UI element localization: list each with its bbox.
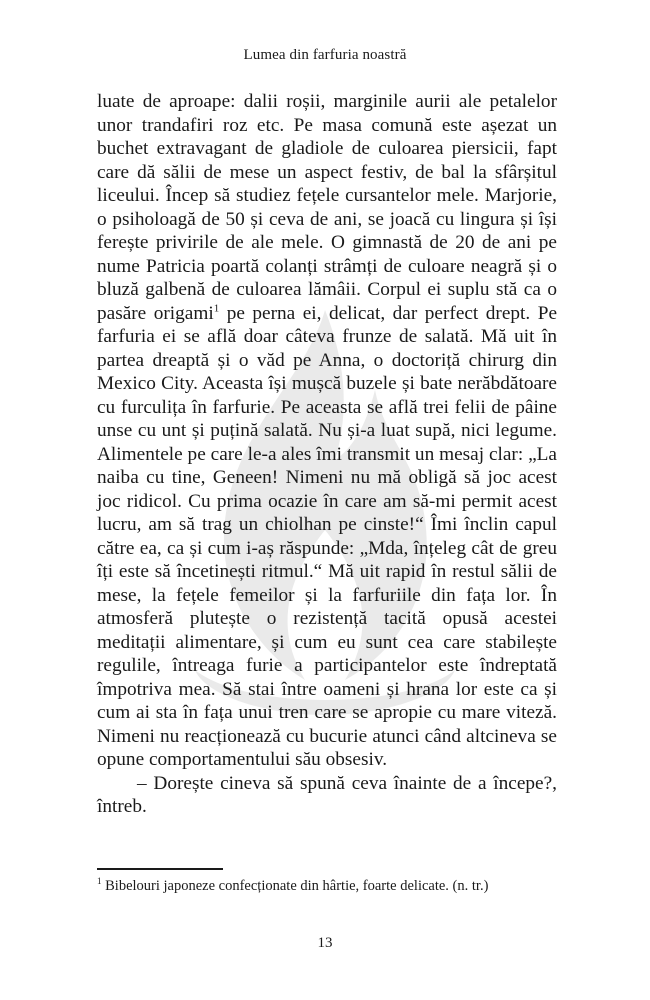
body-text xyxy=(97,90,557,819)
paragraph xyxy=(97,90,557,772)
paragraph-text-continued: pe perna ei, delicat, dar perfect drept. Pe farfuria ei se află doar câteva frunze de salată. Mă uit în partea dreaptă și o văd pe Anna, o doctoriță chirurg din Mexico City. Aceasta își mușcă buzele și bate nerăbdătoare cu furculița în farfurie. Pe aceasta se află trei felii de pâine unse cu unt și puțină salată. Nu și-a luat supă, nici legume. Alimentele pe care le-a ales îmi transmit un mesaj clar: „La naiba cu tine, Geneen! Nimeni nu mă obligă să joc acest joc ridicol. Cu prima ocazie în care am să-mi permit acest lucru, am să trag un chiolhan pe cinste!“ Îmi înclin capul către ea, ca și cum i-aș răspunde: „Mda, înțeleg cât de greu îți este să încetinești ritmul.“ Mă uit rapid în restul sălii de mese, la fețele femeilor și la farfuriile din fața lor. În atmosferă plutește o rezistență tacită opusă acestei meditații alimentare, și cum eu sunt cea care stabilește regulile, întreaga furie a participantelor este îndreptată împotriva mea. Să stai între oameni și hrana lor este ca și cum ai sta în fața unui tren care se apropie cu mare viteză. Nimeni nu reacționează cu bucurie atunci când altcineva se opune comportamentului său obsesiv. xyxy=(97,302,558,770)
running-header: Lumea din farfuria noastră xyxy=(243,47,407,63)
footnote xyxy=(97,877,557,895)
dialogue-paragraph: – Dorește cineva să spună ceva înainte de a începe?, întreb. xyxy=(97,772,557,817)
paragraph-text: luate de aproape: dalii roșii, marginile aurii ale petalelor unor trandafiri roz etc. Pe masa comună este așezat un buchet extravagant de gladiole de culoarea piersicii, fapt care dă sălii de mese un aspect festiv, de bal la sfârșitul liceului. Încep să studiez fețele cursantelor mele. Marjorie, o psiholoagă de 50 și ceva de ani, se joacă cu lingura și își ferește privirile de ale mele. O gimnastă de 20 de ani pe nume Patricia poartă colanți strâmți de culoare neagră și o bluză galbenă de culoarea lămâii. Corpul ei suplu stă ca o pasăre origami xyxy=(97,91,557,324)
footnote-reference[interactable]: 1 xyxy=(213,302,220,315)
footnote-number: 1 xyxy=(97,876,102,887)
footnote-text: Bibelouri japoneze confecționate din hârtie, foarte delicate. (n. tr.) xyxy=(101,878,489,894)
page-number: 13 xyxy=(317,935,333,951)
footnote-divider xyxy=(97,868,223,870)
